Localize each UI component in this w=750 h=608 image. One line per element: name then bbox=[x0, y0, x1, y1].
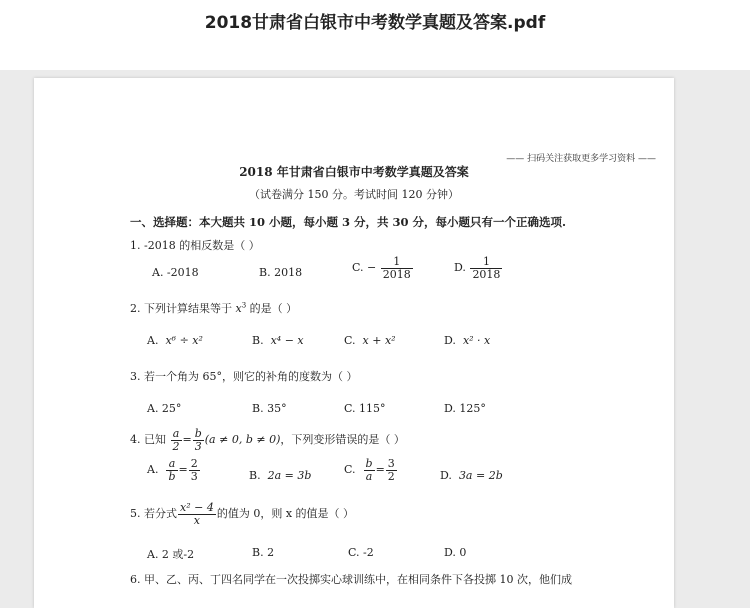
q1-option-b: B. 2018 bbox=[259, 266, 303, 279]
q1-c-den: 2018 bbox=[382, 267, 411, 281]
q1-option-c bbox=[352, 256, 414, 280]
question-1-stem: 1. -2018 的相反数是（ ） bbox=[130, 239, 260, 252]
question-5-stem bbox=[130, 502, 354, 526]
q2-d-expr: x² · x bbox=[462, 334, 491, 347]
q4-b-expr: 2a = 3b bbox=[267, 469, 312, 482]
pdf-page bbox=[34, 78, 674, 608]
watermark-text: —— 扫码关注获取更多学习资料 —— bbox=[506, 154, 656, 164]
question-2-stem bbox=[130, 300, 297, 316]
q2-option-c bbox=[344, 334, 396, 347]
q4-d-expr: 3a = 2b bbox=[458, 469, 503, 482]
q1-c-label: C. − bbox=[352, 261, 377, 275]
title-bar bbox=[0, 0, 750, 70]
q2-b-expr: x⁴ − x bbox=[270, 334, 304, 347]
q3-option-d: D. 125° bbox=[444, 402, 486, 415]
q2-option-a bbox=[147, 334, 203, 347]
q4-d2: 3 bbox=[194, 439, 202, 453]
q4-c-d1: a bbox=[365, 469, 373, 483]
q4-stem-pre: 4. 已知 bbox=[130, 433, 166, 447]
q5-num: x² − 4 bbox=[180, 501, 214, 514]
q3-option-a: A. 25° bbox=[147, 402, 182, 415]
q3-option-c: C. 115° bbox=[344, 402, 386, 415]
q4-a-d2: 3 bbox=[190, 469, 198, 483]
question-3-stem: 3. 若一个角为 65°，则它的补角的度数为（ ） bbox=[130, 370, 358, 383]
q2-stem-pre: 2. 下列计算结果等于 bbox=[130, 302, 236, 315]
q5-fraction bbox=[178, 502, 216, 526]
q5-option-a: A. 2 或-2 bbox=[147, 548, 195, 561]
q4-a-frac-1 bbox=[166, 458, 177, 482]
q4-a-label: A. bbox=[147, 463, 159, 477]
q5-option-b: B. 2 bbox=[252, 546, 275, 559]
q3-option-b: B. 35° bbox=[252, 402, 287, 415]
q5-stem-pre: 5. 若分式 bbox=[130, 507, 177, 521]
q4-c-label: C. bbox=[344, 463, 356, 477]
q2-option-d bbox=[444, 334, 490, 347]
q5-option-c: C. -2 bbox=[348, 546, 374, 559]
q4-option-b bbox=[249, 469, 311, 482]
q2-option-b bbox=[252, 334, 304, 347]
q4-a-frac-2 bbox=[189, 458, 200, 482]
q1-c-num: 1 bbox=[381, 256, 413, 269]
q4-c-n1: b bbox=[365, 457, 373, 470]
q4-c-frac-2 bbox=[386, 458, 397, 482]
q1-option-a: A. -2018 bbox=[152, 266, 199, 279]
question-6-stem: 6. 甲、乙、丙、丁四名同学在一次投掷实心球训练中，在相同条件下各投掷 10 次，他们成 bbox=[130, 573, 572, 586]
q5-den: x bbox=[193, 513, 201, 527]
q1-d-num: 1 bbox=[470, 256, 502, 269]
q4-c-n2: 3 bbox=[387, 457, 395, 470]
q4-fraction-1 bbox=[171, 428, 182, 452]
q4-option-d bbox=[440, 469, 503, 482]
q4-a-d1: b bbox=[168, 469, 176, 483]
q4-c-frac-1 bbox=[364, 458, 375, 482]
q4-option-a: A. $\frac{a}{b}$ = $\frac{2}{3}$ bbox=[147, 457, 198, 483]
q2-stem-post: 的是（ ） bbox=[246, 302, 298, 315]
q4-n2: b bbox=[194, 427, 202, 440]
document-title: 2018甘肃省白银市中考数学真题及答案.pdf bbox=[204, 13, 546, 33]
q4-d-label: D. bbox=[440, 469, 452, 482]
q4-a-n2: 2 bbox=[190, 457, 198, 470]
q4-stem-post: ，下列变形错误的是（ ） bbox=[280, 433, 405, 447]
q4-option-c: C. $\frac{b}{a}$ = $\frac{3}{2}$ bbox=[344, 457, 395, 483]
q4-condition: (a ≠ 0, b ≠ 0) bbox=[204, 433, 281, 447]
q5-stem-post: 的值为 0，则 x 的值是（ ） bbox=[216, 507, 355, 521]
q1-c-fraction bbox=[381, 256, 413, 280]
q1-d-den: 2018 bbox=[472, 267, 501, 281]
q4-fraction-2 bbox=[193, 428, 204, 452]
q4-c-d2: 2 bbox=[387, 469, 395, 483]
q2-c-label: C. bbox=[344, 334, 356, 347]
q2-a-expr: x⁶ ÷ x² bbox=[165, 334, 203, 347]
q4-b-label: B. bbox=[249, 469, 261, 482]
q4-n1: a bbox=[171, 428, 182, 441]
q5-option-d: D. 0 bbox=[444, 546, 467, 559]
q2-b-label: B. bbox=[252, 334, 264, 347]
q1-d-label: D. bbox=[454, 261, 466, 275]
q4-a-n1: a bbox=[166, 458, 177, 471]
section-heading: 一、选择题：本大题共 10 小题，每小题 3 分，共 30 分，每小题只有一个正确选项. bbox=[130, 215, 567, 229]
q2-a-label: A. bbox=[147, 334, 159, 347]
q2-stem-exp: 3 bbox=[241, 301, 247, 310]
exam-title: 2018 年甘肃省白银市中考数学真题及答案 bbox=[239, 165, 469, 179]
q1-option-d bbox=[454, 256, 503, 280]
q2-c-expr: x + x² bbox=[362, 334, 396, 347]
exam-subtitle: （试卷满分 150 分。考试时间 120 分钟） bbox=[249, 188, 459, 201]
q2-stem-var: x bbox=[235, 302, 242, 315]
question-4-stem bbox=[130, 428, 405, 452]
q2-d-label: D. bbox=[444, 334, 456, 347]
q4-equals: = bbox=[182, 433, 192, 447]
q1-d-fraction bbox=[470, 256, 502, 280]
q4-d1: 2 bbox=[172, 439, 180, 453]
